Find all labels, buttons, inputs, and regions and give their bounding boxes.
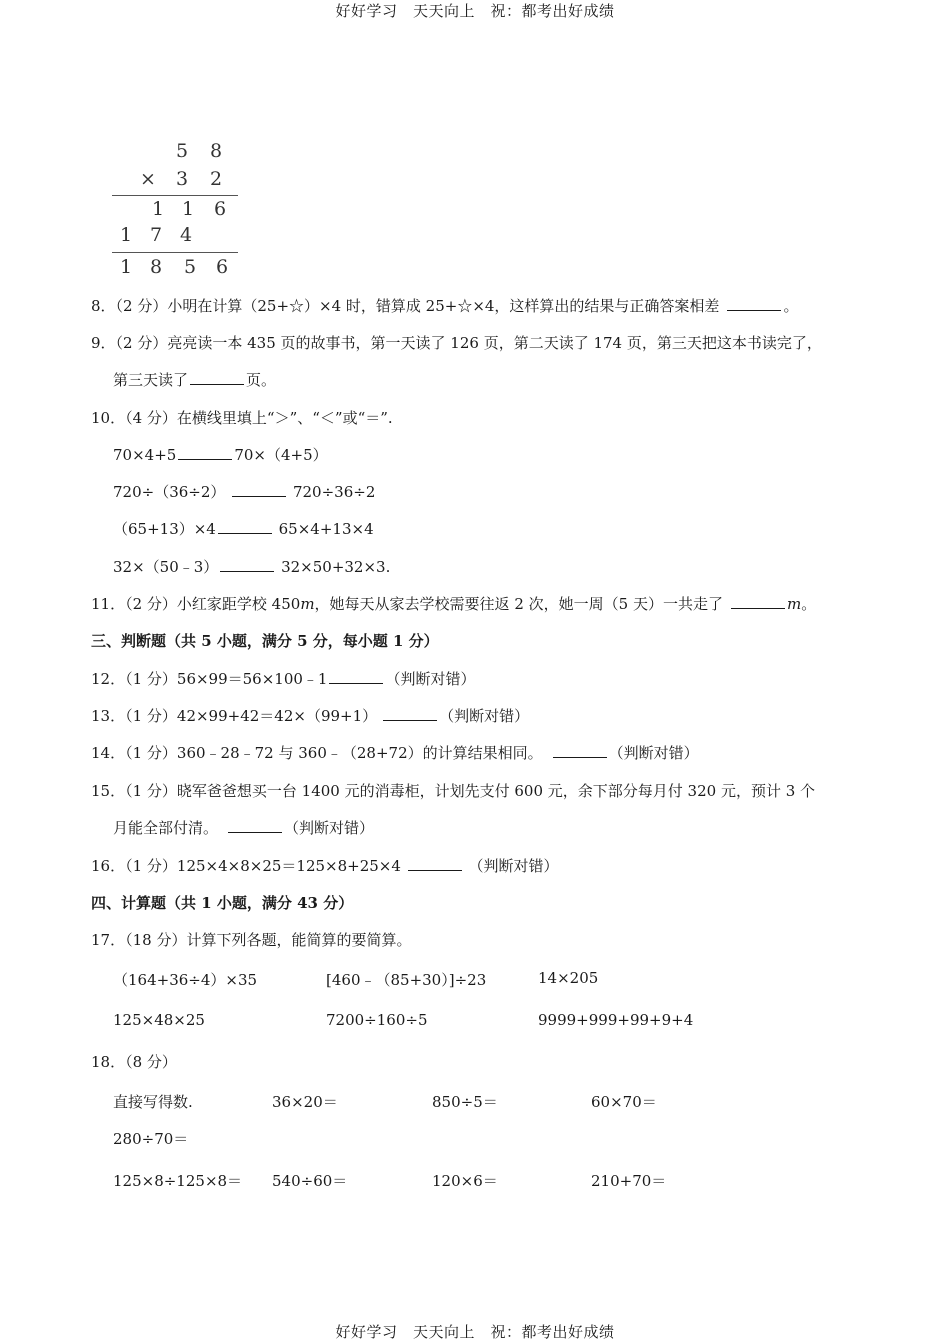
digit: 1: [152, 198, 165, 220]
question-text: 12．（1 分）56×99＝56×100﹣1: [91, 670, 328, 688]
judge-hint: （判断对错）: [439, 707, 530, 725]
digit: 8: [150, 256, 163, 278]
answer-blank[interactable]: [232, 495, 286, 497]
divider: [112, 252, 238, 253]
expr-left: （65+13）×4: [113, 520, 216, 538]
calc-item: 120×6＝: [432, 1172, 498, 1190]
calc-item: （164+36÷4）×35: [113, 971, 258, 989]
judge-hint: （判断对错）: [468, 857, 559, 875]
compare-row: [113, 556, 390, 577]
punct: 。: [801, 595, 817, 613]
unit: m: [300, 595, 315, 613]
digit: 7: [150, 224, 163, 246]
expr-left: 70×4+5: [113, 446, 177, 464]
question-15-cont: [113, 817, 374, 838]
digit: 1: [120, 224, 133, 246]
expr-right: 32×50+32×3.: [281, 558, 391, 576]
expr-left: 32×（50﹣3）: [113, 558, 219, 576]
expr-right: 70×（4+5）: [234, 446, 328, 464]
question-9-cont: [113, 369, 276, 390]
expr-right: 65×4+13×4: [278, 520, 374, 538]
digit: 4: [180, 224, 193, 246]
question-11: [91, 593, 816, 614]
answer-blank[interactable]: [553, 756, 607, 758]
multiplication-image: [110, 138, 240, 280]
calc-item: 14×205: [538, 969, 599, 987]
unit: m: [786, 595, 802, 613]
question-8: [91, 295, 798, 316]
punct: 。: [783, 297, 799, 315]
question-text: 14．（1 分）360﹣28﹣72 与 360﹣（28+72）的计算结果相同。: [91, 744, 543, 762]
calc-item: 210+70＝: [591, 1172, 667, 1190]
question-text: 月能全部付清。: [113, 819, 219, 837]
calc-item: 850÷5＝: [432, 1093, 498, 1111]
question-14: [91, 742, 699, 763]
calc-item: 125×8÷125×8＝: [113, 1172, 243, 1190]
answer-blank[interactable]: [727, 309, 781, 311]
answer-blank[interactable]: [228, 831, 282, 833]
calc-item: [460﹣（85+30）]÷23: [326, 971, 487, 989]
digit: 1: [120, 256, 133, 278]
calc-item: 280÷70＝: [113, 1130, 189, 1148]
question-15: 15．（1 分）晓军爸爸想买一台 1400 元的消毒柜，计划先支付 600 元，余下部分每月付 320 元，预计 3 个: [91, 782, 816, 800]
answer-blank[interactable]: [220, 570, 274, 572]
question-text: 16．（1 分）125×4×8×25＝125×8+25×4: [91, 857, 401, 875]
question-12: [91, 668, 476, 689]
question-text: ，她每天从家去学校需要往返 2 次，她一周（5 天）一共走了: [314, 595, 723, 613]
judge-hint: （判断对错）: [608, 744, 699, 762]
calc-item: 7200÷160÷5: [326, 1011, 428, 1029]
digit: 3: [176, 168, 189, 190]
digit: 1: [182, 198, 195, 220]
answer-blank[interactable]: [218, 532, 272, 534]
compare-row: [113, 444, 328, 465]
calc-item: 9999+999+99+9+4: [538, 1011, 694, 1029]
section-4-heading: 四、计算题（共 1 小题，满分 43 分）: [91, 894, 354, 912]
digit: 5: [176, 140, 189, 162]
page-header: 好好学习 天天向上 祝：都考出好成绩: [335, 2, 615, 20]
judge-hint: （判断对错）: [284, 819, 375, 837]
digit: 6: [216, 256, 229, 278]
multiply-sign: ×: [140, 168, 156, 190]
calc-item: 36×20＝: [272, 1093, 338, 1111]
answer-blank[interactable]: [329, 682, 383, 684]
question-9: 9．（2 分）亮亮读一本 435 页的故事书，第一天读了 126 页，第二天读了 174 页，第三天把这本书读完了，: [91, 334, 822, 352]
question-text: 11．（2 分）小红家距学校 450: [91, 595, 301, 613]
digit: 2: [210, 168, 223, 190]
divider: [112, 195, 238, 196]
question-10-title: 10．（4 分）在横线里填上“＞”、“＜”或“＝”.: [91, 409, 393, 427]
answer-blank[interactable]: [408, 869, 462, 871]
expr-right: 720÷36÷2: [292, 483, 376, 501]
question-13: [91, 705, 529, 726]
question-17-title: 17．（18 分）计算下列各题，能简算的要简算。: [91, 931, 412, 949]
judge-hint: （判断对错）: [385, 670, 476, 688]
page-footer: 好好学习 天天向上 祝：都考出好成绩: [335, 1323, 615, 1341]
digit: 5: [184, 256, 197, 278]
question-text: 13．（1 分）42×99+42＝42×（99+1）: [91, 707, 378, 725]
section-3-heading: 三、判断题（共 5 小题，满分 5 分，每小题 1 分）: [91, 632, 439, 650]
question-text: 第三天读了: [113, 371, 189, 389]
digit: 6: [214, 198, 227, 220]
question-text: 页。: [246, 371, 277, 389]
compare-row: [113, 518, 374, 539]
answer-blank[interactable]: [178, 458, 232, 460]
digit: 8: [210, 140, 223, 162]
answer-blank[interactable]: [190, 383, 244, 385]
answer-blank[interactable]: [383, 719, 437, 721]
expr-left: 720÷（36÷2）: [113, 483, 226, 501]
calc-item: 125×48×25: [113, 1011, 205, 1029]
compare-row: [113, 481, 375, 502]
answer-blank[interactable]: [731, 607, 785, 609]
calc-item: 540÷60＝: [272, 1172, 348, 1190]
instruction: 直接写得数.: [113, 1093, 193, 1111]
calc-item: 60×70＝: [591, 1093, 657, 1111]
question-18-title: 18．（8 分）: [91, 1053, 177, 1071]
question-text: 8．（2 分）小明在计算（25+☆）×4 时，错算成 25+☆×4，这样算出的结果与正确答案相差: [91, 297, 720, 315]
question-16: [91, 855, 559, 876]
